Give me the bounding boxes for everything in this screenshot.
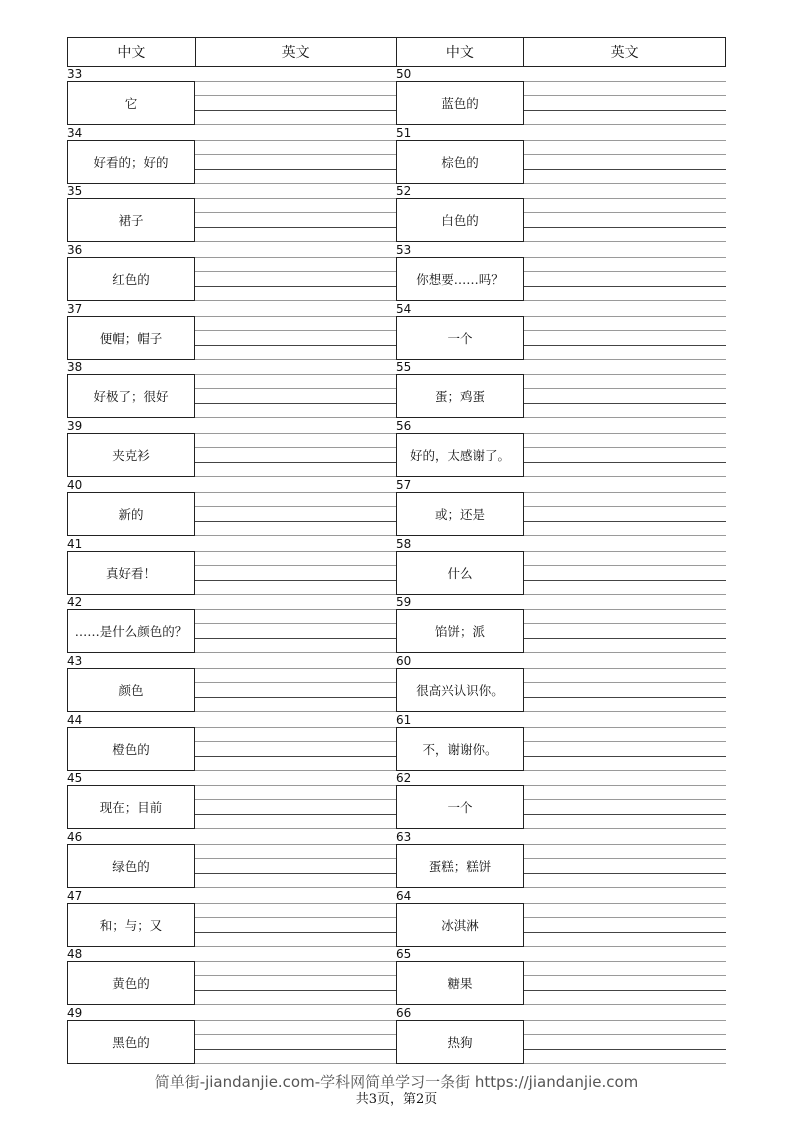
entry-number: 37 xyxy=(67,301,83,316)
writing-line xyxy=(195,887,397,888)
writing-line xyxy=(524,110,726,111)
writing-line xyxy=(524,286,726,287)
writing-line xyxy=(195,286,397,287)
writing-line xyxy=(524,462,726,463)
writing-line xyxy=(524,887,726,888)
chinese-word: 黑色的 xyxy=(67,1020,195,1064)
writing-line xyxy=(195,535,397,536)
writing-line xyxy=(524,388,726,389)
writing-line xyxy=(195,741,397,742)
chinese-word: 夹克衫 xyxy=(67,433,195,477)
writing-line xyxy=(195,697,397,698)
writing-line xyxy=(195,756,397,757)
chinese-word: 颜色 xyxy=(67,668,195,712)
english-writing-lines[interactable] xyxy=(524,1020,726,1064)
entry-number: 40 xyxy=(67,477,83,492)
chinese-word: 好看的；好的 xyxy=(67,140,195,184)
header-english-left: 英文 xyxy=(196,38,397,66)
writing-line xyxy=(195,961,397,962)
chinese-word: 什么 xyxy=(396,551,524,595)
chinese-word: 蛋糕；糕饼 xyxy=(396,844,524,888)
english-writing-lines[interactable] xyxy=(524,198,726,242)
english-writing-lines[interactable] xyxy=(195,551,397,595)
writing-line xyxy=(195,1049,397,1050)
english-writing-lines[interactable] xyxy=(524,551,726,595)
entry-number: 63 xyxy=(396,829,412,844)
chinese-word: 橙色的 xyxy=(67,727,195,771)
writing-line xyxy=(195,521,397,522)
writing-line xyxy=(524,535,726,536)
writing-line xyxy=(524,1004,726,1005)
writing-line xyxy=(524,917,726,918)
table-header xyxy=(67,37,726,67)
writing-line xyxy=(524,300,726,301)
writing-line xyxy=(195,388,397,389)
writing-line xyxy=(524,359,726,360)
header-english-right: 英文 xyxy=(610,45,639,61)
writing-line xyxy=(524,271,726,272)
chinese-word: 棕色的 xyxy=(396,140,524,184)
writing-line xyxy=(195,844,397,845)
entry-number: 65 xyxy=(396,947,412,962)
writing-line xyxy=(195,668,397,669)
writing-line xyxy=(195,946,397,947)
writing-line xyxy=(195,551,397,552)
writing-line xyxy=(524,183,726,184)
writing-line xyxy=(195,271,397,272)
chinese-word: 蛋；鸡蛋 xyxy=(396,374,524,418)
writing-line xyxy=(524,858,726,859)
footer-page-number: 共3页，第2页 xyxy=(355,1092,438,1107)
english-writing-lines[interactable] xyxy=(524,903,726,947)
writing-line xyxy=(195,711,397,712)
chinese-word: 冰淇淋 xyxy=(396,903,524,947)
chinese-word: 热狗 xyxy=(396,1020,524,1064)
writing-line xyxy=(524,638,726,639)
writing-line xyxy=(195,417,397,418)
writing-line xyxy=(195,770,397,771)
writing-line xyxy=(195,140,397,141)
writing-line xyxy=(195,727,397,728)
writing-line xyxy=(195,917,397,918)
entry-number: 64 xyxy=(396,888,412,903)
entry-number: 57 xyxy=(396,477,412,492)
chinese-word: 它 xyxy=(67,81,195,125)
chinese-word: 现在；目前 xyxy=(67,785,195,829)
writing-line xyxy=(524,154,726,155)
writing-line xyxy=(195,169,397,170)
english-writing-lines[interactable] xyxy=(195,961,397,1005)
entry-number: 50 xyxy=(396,67,412,81)
writing-line xyxy=(195,462,397,463)
writing-line xyxy=(524,330,726,331)
english-writing-lines[interactable] xyxy=(195,785,397,829)
writing-line xyxy=(195,183,397,184)
writing-line xyxy=(524,345,726,346)
writing-line xyxy=(524,521,726,522)
writing-line xyxy=(195,975,397,976)
english-writing-lines[interactable] xyxy=(524,844,726,888)
writing-line xyxy=(524,814,726,815)
entry-number: 47 xyxy=(67,888,83,903)
chinese-word: 红色的 xyxy=(67,257,195,301)
writing-line xyxy=(524,697,726,698)
chinese-word: 白色的 xyxy=(396,198,524,242)
entry-number: 49 xyxy=(67,1006,83,1020)
writing-line xyxy=(524,873,726,874)
writing-line xyxy=(195,903,397,904)
entry-number: 60 xyxy=(396,653,412,668)
chinese-word: 真好看！ xyxy=(67,551,195,595)
chinese-word: 一个 xyxy=(396,316,524,360)
writing-line xyxy=(195,257,397,258)
entry-number: 48 xyxy=(67,947,83,962)
entry-number: 54 xyxy=(396,301,412,316)
writing-line xyxy=(524,946,726,947)
writing-line xyxy=(195,227,397,228)
writing-line xyxy=(524,241,726,242)
writing-line xyxy=(524,433,726,434)
writing-line xyxy=(524,169,726,170)
writing-line xyxy=(195,1034,397,1035)
writing-line xyxy=(524,1063,726,1064)
writing-line xyxy=(524,198,726,199)
entry-number: 52 xyxy=(396,184,412,199)
english-writing-lines[interactable] xyxy=(524,433,726,477)
writing-line xyxy=(524,565,726,566)
writing-line xyxy=(195,316,397,317)
writing-line xyxy=(524,81,726,82)
writing-line xyxy=(195,492,397,493)
english-writing-lines[interactable] xyxy=(195,844,397,888)
writing-line xyxy=(195,374,397,375)
writing-line xyxy=(524,932,726,933)
entry-number: 41 xyxy=(67,536,83,551)
english-writing-lines[interactable] xyxy=(195,903,397,947)
writing-line xyxy=(524,756,726,757)
writing-line xyxy=(195,990,397,991)
writing-line xyxy=(195,1020,397,1021)
writing-line xyxy=(195,623,397,624)
entry-number: 36 xyxy=(67,243,83,258)
entry-number: 43 xyxy=(67,653,83,668)
english-writing-lines[interactable] xyxy=(524,140,726,184)
chinese-word: 糖果 xyxy=(396,961,524,1005)
english-writing-lines[interactable] xyxy=(524,668,726,712)
writing-line xyxy=(524,1034,726,1035)
chinese-word: 绿色的 xyxy=(67,844,195,888)
writing-line xyxy=(524,961,726,962)
english-writing-lines[interactable] xyxy=(524,316,726,360)
writing-line xyxy=(524,492,726,493)
english-writing-lines[interactable] xyxy=(195,374,397,418)
entry-number: 51 xyxy=(396,125,412,140)
entry-number: 62 xyxy=(396,771,412,786)
writing-line xyxy=(195,1004,397,1005)
writing-line xyxy=(195,873,397,874)
writing-line xyxy=(195,81,397,82)
writing-line xyxy=(524,770,726,771)
writing-line xyxy=(524,447,726,448)
writing-line xyxy=(195,110,397,111)
writing-line xyxy=(524,403,726,404)
entry-number: 45 xyxy=(67,771,83,786)
writing-line xyxy=(195,447,397,448)
header-chinese-left: 中文 xyxy=(68,38,196,66)
entry-number: 38 xyxy=(67,360,83,375)
entry-number: 55 xyxy=(396,360,412,375)
entry-number: 53 xyxy=(396,243,412,258)
writing-line xyxy=(195,785,397,786)
writing-line xyxy=(524,652,726,653)
writing-line xyxy=(524,609,726,610)
writing-line xyxy=(195,609,397,610)
writing-line xyxy=(195,95,397,96)
writing-line xyxy=(524,551,726,552)
writing-line xyxy=(524,828,726,829)
writing-line xyxy=(195,932,397,933)
entry-number: 42 xyxy=(67,595,83,610)
footer-source: 简单街-jiandanjie.com-学科网简单学习一条街 https://jiandanjie.com xyxy=(154,1073,639,1091)
english-writing-lines[interactable] xyxy=(524,492,726,536)
chinese-word: ……是什么颜色的？ xyxy=(67,609,195,653)
chinese-word: 便帽；帽子 xyxy=(67,316,195,360)
chinese-word: 蓝色的 xyxy=(396,81,524,125)
writing-line xyxy=(195,212,397,213)
writing-line xyxy=(195,345,397,346)
writing-line xyxy=(195,241,397,242)
writing-line xyxy=(524,903,726,904)
writing-line xyxy=(195,476,397,477)
writing-line xyxy=(195,799,397,800)
entry-number: 39 xyxy=(67,419,83,434)
writing-line xyxy=(195,330,397,331)
english-writing-lines[interactable] xyxy=(195,609,397,653)
english-writing-lines[interactable] xyxy=(195,316,397,360)
english-writing-lines[interactable] xyxy=(195,1020,397,1064)
writing-line xyxy=(524,227,726,228)
chinese-word: 好的，太感谢了。 xyxy=(396,433,524,477)
writing-line xyxy=(524,990,726,991)
writing-line xyxy=(524,711,726,712)
entry-number: 33 xyxy=(67,67,83,81)
header-chinese-right: 中文 xyxy=(397,38,525,66)
writing-line xyxy=(195,682,397,683)
entry-number: 44 xyxy=(67,712,83,727)
english-writing-lines[interactable] xyxy=(524,609,726,653)
writing-line xyxy=(195,565,397,566)
chinese-word: 和；与；又 xyxy=(67,903,195,947)
writing-line xyxy=(524,140,726,141)
writing-line xyxy=(524,124,726,125)
chinese-word: 不，谢谢你。 xyxy=(396,727,524,771)
entry-number: 46 xyxy=(67,829,83,844)
writing-line xyxy=(524,727,726,728)
writing-line xyxy=(524,741,726,742)
entry-number: 58 xyxy=(396,536,412,551)
writing-line xyxy=(524,1049,726,1050)
english-writing-lines[interactable] xyxy=(524,374,726,418)
writing-line xyxy=(524,417,726,418)
writing-line xyxy=(195,652,397,653)
writing-line xyxy=(524,844,726,845)
english-writing-lines[interactable] xyxy=(195,668,397,712)
writing-line xyxy=(195,506,397,507)
writing-line xyxy=(195,858,397,859)
entry-number: 34 xyxy=(67,125,83,140)
writing-line xyxy=(524,212,726,213)
writing-line xyxy=(195,300,397,301)
english-writing-lines[interactable] xyxy=(195,433,397,477)
writing-line xyxy=(195,814,397,815)
writing-line xyxy=(195,828,397,829)
writing-line xyxy=(524,799,726,800)
writing-line xyxy=(195,124,397,125)
writing-line xyxy=(524,476,726,477)
writing-line xyxy=(524,623,726,624)
writing-line xyxy=(524,668,726,669)
english-writing-lines[interactable] xyxy=(524,81,726,125)
writing-line xyxy=(195,198,397,199)
english-writing-lines[interactable] xyxy=(195,140,397,184)
entry-number: 35 xyxy=(67,184,83,199)
writing-line xyxy=(195,154,397,155)
english-writing-lines[interactable] xyxy=(524,785,726,829)
chinese-word: 黄色的 xyxy=(67,961,195,1005)
writing-line xyxy=(195,403,397,404)
writing-line xyxy=(524,506,726,507)
writing-line xyxy=(524,682,726,683)
english-writing-lines[interactable] xyxy=(524,727,726,771)
english-writing-lines[interactable] xyxy=(195,198,397,242)
writing-line xyxy=(195,1063,397,1064)
english-writing-lines[interactable] xyxy=(524,961,726,1005)
english-writing-lines[interactable] xyxy=(524,257,726,301)
writing-line xyxy=(195,580,397,581)
chinese-word: 裙子 xyxy=(67,198,195,242)
writing-line xyxy=(524,1020,726,1021)
writing-line xyxy=(524,316,726,317)
chinese-word: 或；还是 xyxy=(396,492,524,536)
chinese-word: 一个 xyxy=(396,785,524,829)
writing-line xyxy=(524,975,726,976)
writing-line xyxy=(524,785,726,786)
writing-line xyxy=(195,638,397,639)
entry-number: 66 xyxy=(396,1006,412,1020)
chinese-word: 馅饼；派 xyxy=(396,609,524,653)
english-writing-lines[interactable] xyxy=(195,492,397,536)
english-writing-lines[interactable] xyxy=(195,81,397,125)
entry-number: 56 xyxy=(396,419,412,434)
writing-line xyxy=(524,95,726,96)
entry-number: 61 xyxy=(396,712,412,727)
chinese-word: 好极了；很好 xyxy=(67,374,195,418)
english-writing-lines[interactable] xyxy=(195,257,397,301)
chinese-word: 你想要……吗？ xyxy=(396,257,524,301)
writing-line xyxy=(195,433,397,434)
writing-line xyxy=(524,594,726,595)
writing-line xyxy=(524,257,726,258)
writing-line xyxy=(195,594,397,595)
chinese-word: 很高兴认识你。 xyxy=(396,668,524,712)
english-writing-lines[interactable] xyxy=(195,727,397,771)
writing-line xyxy=(195,359,397,360)
entry-number: 59 xyxy=(396,595,412,610)
writing-line xyxy=(524,374,726,375)
writing-line xyxy=(524,580,726,581)
chinese-word: 新的 xyxy=(67,492,195,536)
